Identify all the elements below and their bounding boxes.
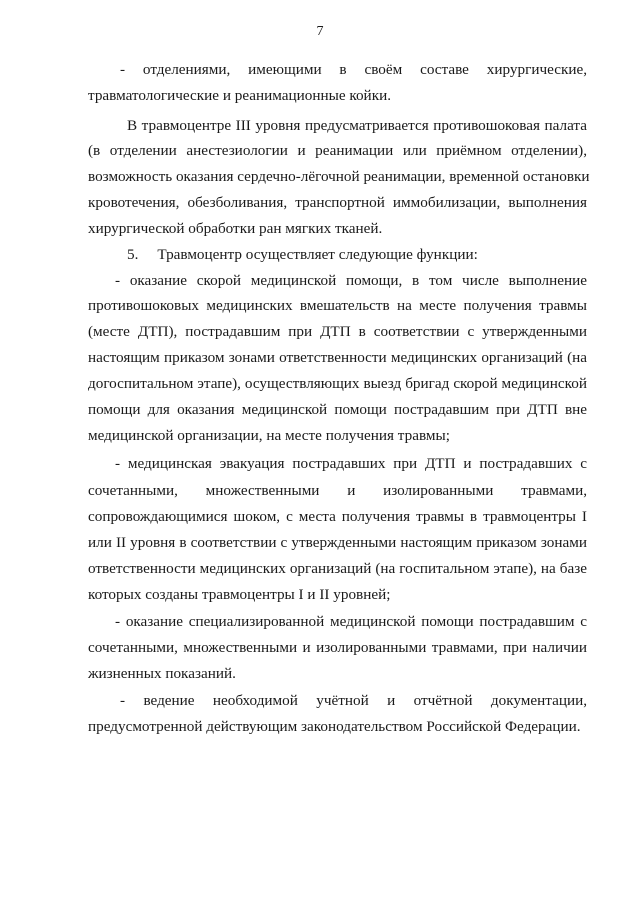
text-line: сочетанными, множественными и изолированными травмами,: [88, 482, 587, 499]
text-line: (в отделении анестезиологии и реанимации или приёмном отделении),: [88, 142, 587, 159]
text-line: хирургической обработки ран мягких тканей.: [88, 220, 383, 237]
text-line: ответственности медицинских организаций (на госпитальном этапе), на базе: [88, 560, 587, 577]
text-line: настоящим приказом зонами ответственности медицинских организаций (на: [88, 349, 587, 366]
text-line: кровотечения, обезболивания, транспортной иммобилизации, выполнения: [88, 194, 587, 211]
text-line: которых созданы травмоцентры I и II уровней;: [88, 586, 391, 603]
text-line: догоспитальном этапе), осуществляющих выезд бригад скорой медицинской: [88, 375, 587, 392]
text-line: противошоковых медицинских вмешательств на месте получения травмы: [88, 297, 587, 314]
text-line: травматологические и реанимационные койки.: [88, 87, 391, 104]
numbered-item-heading: 5. Травмоцентр осуществляет следующие функции:: [127, 246, 478, 263]
text-line: - отделениями, имеющими в своём составе хирургические,: [120, 61, 587, 78]
text-line: медицинской организации, на месте получения травмы;: [88, 427, 450, 444]
text-line: сопровождающимися шоком, с места получения травмы в травмоцентры I: [88, 508, 587, 525]
text-line: сочетанными, множественными и изолированными травмами, при наличии: [88, 639, 587, 656]
paragraph-first-line: В травмоцентре III уровня предусматривается противошоковая палата: [127, 117, 587, 134]
bullet-first-line: - оказание специализированной медицинской помощи пострадавшим с: [115, 613, 587, 630]
text-line: (месте ДТП), пострадавшим при ДТП в соответствии с утвержденными: [88, 323, 587, 340]
text-line: или II уровня в соответствии с утвержденными настоящим приказом зонами: [88, 534, 587, 551]
text-line: жизненных показаний.: [88, 665, 236, 682]
bullet-first-line: - ведение необходимой учётной и отчётной документации,: [120, 692, 587, 709]
text-line: предусмотренной действующим законодательством Российской Федерации.: [88, 718, 581, 735]
bullet-first-line: - оказание скорой медицинской помощи, в том числе выполнение: [115, 272, 587, 289]
bullet-first-line: - медицинская эвакуация пострадавших при ДТП и пострадавших с: [115, 455, 587, 472]
page-number: 7: [316, 24, 324, 39]
text-line: помощи для оказания медицинской помощи пострадавшим при ДТП вне: [88, 401, 587, 418]
text-line: возможность оказания сердечно-лёгочной реанимации, временной остановки: [88, 168, 590, 185]
